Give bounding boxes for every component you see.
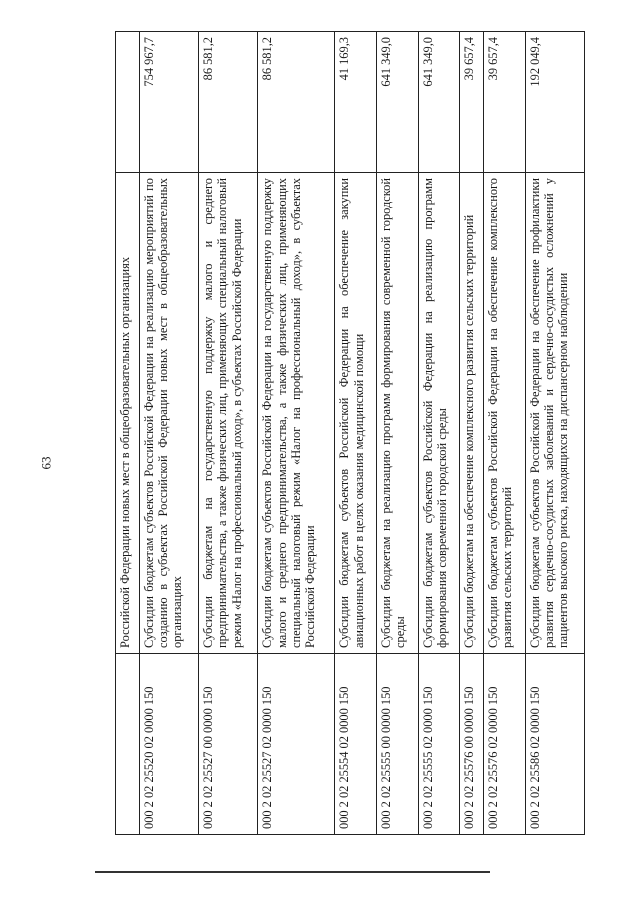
code-cell: 000 2 02 25527 02 0000 150 (258, 654, 335, 835)
code-cell: 000 2 02 25576 02 0000 150 (484, 654, 526, 835)
amount-cell: 39 657,4 (484, 32, 526, 173)
bottom-rule (95, 871, 490, 873)
amount-cell: 39 657,4 (460, 32, 484, 173)
table-row (199, 32, 258, 835)
name-cell: Субсидии бюджетам на государственную поддержку малого и среднего предпринимательства, а также физических лиц, применяющих специальный налоговый режим «Налог на профессиональный доход», в субъектах Российской Федерации (199, 173, 258, 654)
name-cell: Субсидии бюджетам субъектов Российской Федерации на реализацию мероприятий по созданию в субъектах Российской Федерации новых мест в общеобразовательных организациях (139, 173, 198, 654)
code-cell: 000 2 02 25554 02 0000 150 (335, 654, 377, 835)
amount-cell: 641 349,0 (376, 32, 418, 173)
table-row (258, 32, 335, 835)
code-cell: 000 2 02 25586 02 0000 150 (525, 654, 584, 835)
table-row (139, 32, 198, 835)
table-row (418, 32, 460, 835)
amount-cell: 754 967,7 (139, 32, 198, 173)
table-row (376, 32, 418, 835)
code-cell: 000 2 02 25527 00 0000 150 (199, 654, 258, 835)
code-cell: 000 2 02 25555 02 0000 150 (418, 654, 460, 835)
table-row (525, 32, 584, 835)
page-number: 63 (38, 456, 54, 470)
table-body (116, 32, 585, 835)
amount-cell: 86 581,2 (199, 32, 258, 173)
name-cell: Российской Федерации новых мест в общеобразовательных организациях (116, 173, 140, 654)
name-cell: Субсидии бюджетам субъектов Российской Федерации на обеспечение комплексного развития сельских территорий (484, 173, 526, 654)
amount-cell: 41 169,3 (335, 32, 377, 173)
amount-cell: 641 349,0 (418, 32, 460, 173)
name-cell: Субсидии бюджетам на реализацию программ формирования современной городской среды (376, 173, 418, 654)
table-row (335, 32, 377, 835)
code-cell: 000 2 02 25555 00 0000 150 (376, 654, 418, 835)
code-cell (116, 654, 140, 835)
amount-cell (116, 32, 140, 173)
table-row (484, 32, 526, 835)
name-cell: Субсидии бюджетам субъектов Российской Федерации на реализацию программ формирования современной городской среды (418, 173, 460, 654)
amount-cell: 86 581,2 (258, 32, 335, 173)
code-cell: 000 2 02 25520 02 0000 150 (139, 654, 198, 835)
name-cell: Субсидии бюджетам субъектов Российской Федерации на государственную поддержку малого и среднего предпринимательства, а также физических лиц, применяющих специальный налоговый режим «Налог на профессиональный доход», в субъектах Российской Федерации (258, 173, 335, 654)
amount-cell: 192 049,4 (525, 32, 584, 173)
budget-table (115, 31, 585, 835)
name-cell: Субсидии бюджетам субъектов Российской Федерации на обеспечение закупки авиационных работ в целях оказания медицинской помощи (335, 173, 377, 654)
name-cell: Субсидии бюджетам на обеспечение комплексного развития сельских территорий (460, 173, 484, 654)
rotated-page-content (115, 37, 585, 835)
code-cell: 000 2 02 25576 00 0000 150 (460, 654, 484, 835)
name-cell: Субсидии бюджетам субъектов Российской Федерации на обеспечение профилактики развития сердечно-сосудистых заболеваний и сердечно-сосудистых осложнений у пациентов высокого риска, находящихся на диспансерном наблюдении (525, 173, 584, 654)
table-row (460, 32, 484, 835)
table-row (116, 32, 140, 835)
